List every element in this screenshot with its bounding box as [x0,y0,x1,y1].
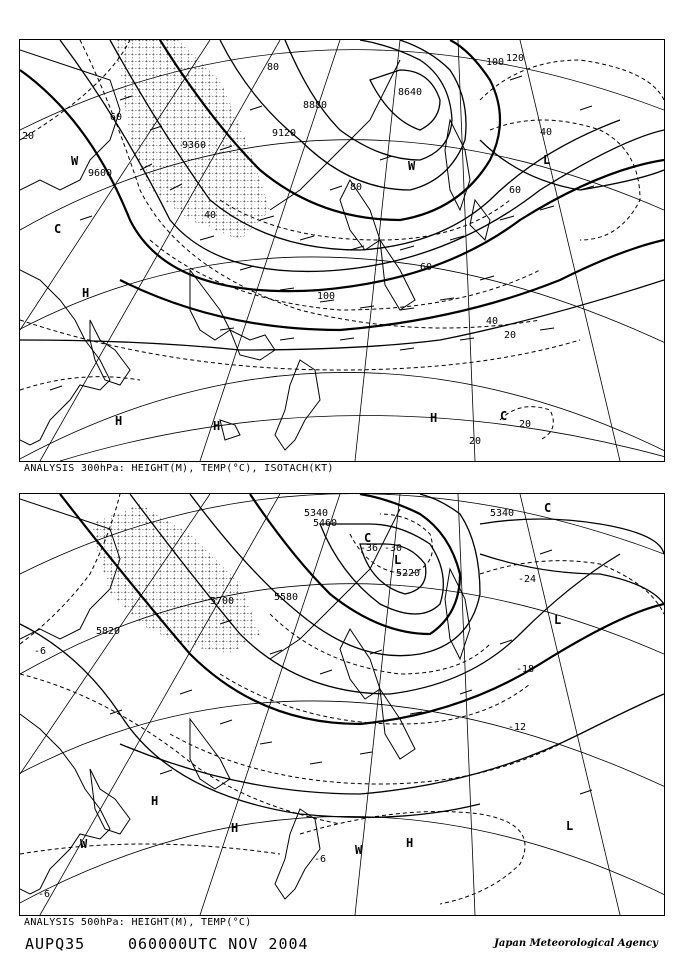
isotach-label: 20 [22,131,35,142]
map-300hpa-svg [20,40,664,461]
high-pressure-symbol: H [213,419,221,433]
height-label-8880: 8880 [303,100,328,111]
isotach-label: 60 [420,262,433,273]
valid-time: 060000UTC NOV 2004 [128,935,309,953]
warm-center-symbol: W [71,154,79,168]
analysis-500hpa-map [19,493,665,916]
height-label-5340: 5340 [304,508,329,519]
cold-center-symbol: C [54,222,62,236]
height-label-9120: 9120 [272,128,297,139]
isotach-label: 40 [486,316,499,327]
top-panel-caption: ANALYSIS 300hPa: HEIGHT(M), TEMP(°C), ISOTACH(KT) [24,463,334,474]
analysis-300hpa-map [19,39,665,462]
high-pressure-symbol: H [231,821,239,835]
height-label-8640: 8640 [398,87,423,98]
height-label-9600: 9600 [88,168,113,179]
temp-label: -18 [516,664,535,675]
coastlines [20,50,490,450]
height-label-5580: 5580 [274,592,299,603]
cold-center-symbol: C [544,501,552,515]
height-label-5220: 5220 [396,568,421,579]
temp-label: -12 [508,722,527,733]
low-pressure-symbol: L [394,553,402,567]
isotach-label: 20 [469,436,482,447]
height-label-5820: 5820 [96,626,121,637]
graticule [20,40,664,461]
agency-name: Japan Meteorological Agency [494,938,658,949]
warm-center-symbol: W [80,837,88,851]
temp-label: -6 [38,889,51,900]
map-500hpa-svg [20,494,664,915]
height-label-9360: 9360 [182,140,207,151]
cold-center-symbol: C [364,531,372,545]
isotach-label: 80 [350,182,363,193]
low-pressure-symbol: L [554,613,562,627]
isotach-label: 100 [317,291,336,302]
isotach-label: 100 [486,57,505,68]
coastlines [20,499,470,899]
temp-label: -6 [34,646,47,657]
isotach-label: 120 [506,53,525,64]
cold-center-symbol: C [500,409,508,423]
bottom-panel-caption: ANALYSIS 500hPa: HEIGHT(M), TEMP(°C) [24,917,252,928]
high-pressure-symbol: H [115,414,123,428]
height-label-5340: 5340 [490,508,515,519]
low-pressure-symbol: L [566,819,574,833]
high-pressure-symbol: H [82,286,90,300]
high-pressure-symbol: H [151,794,159,808]
height-label-5460: 5460 [313,518,338,529]
high-pressure-symbol: H [430,411,438,425]
isotach-label: 40 [540,127,553,138]
temp-label: -36 [360,543,379,554]
isotach-label: 20 [519,419,532,430]
warm-center-symbol: W [408,159,416,173]
isotach-label: 80 [267,62,280,73]
low-pressure-symbol: L [543,153,551,167]
high-pressure-symbol: H [406,836,414,850]
isotach-label: 40 [204,210,217,221]
temp-label: -30 [384,543,403,554]
warm-center-symbol: W [355,843,363,857]
isotach-label: 60 [110,112,123,123]
temp-label: -24 [518,574,537,585]
isotach-label: 20 [504,330,517,341]
chart-id: AUPQ35 [25,935,86,953]
height-label-5700: 5700 [210,596,235,607]
isotach-label: 60 [509,185,522,196]
temp-label: -6 [314,854,327,865]
